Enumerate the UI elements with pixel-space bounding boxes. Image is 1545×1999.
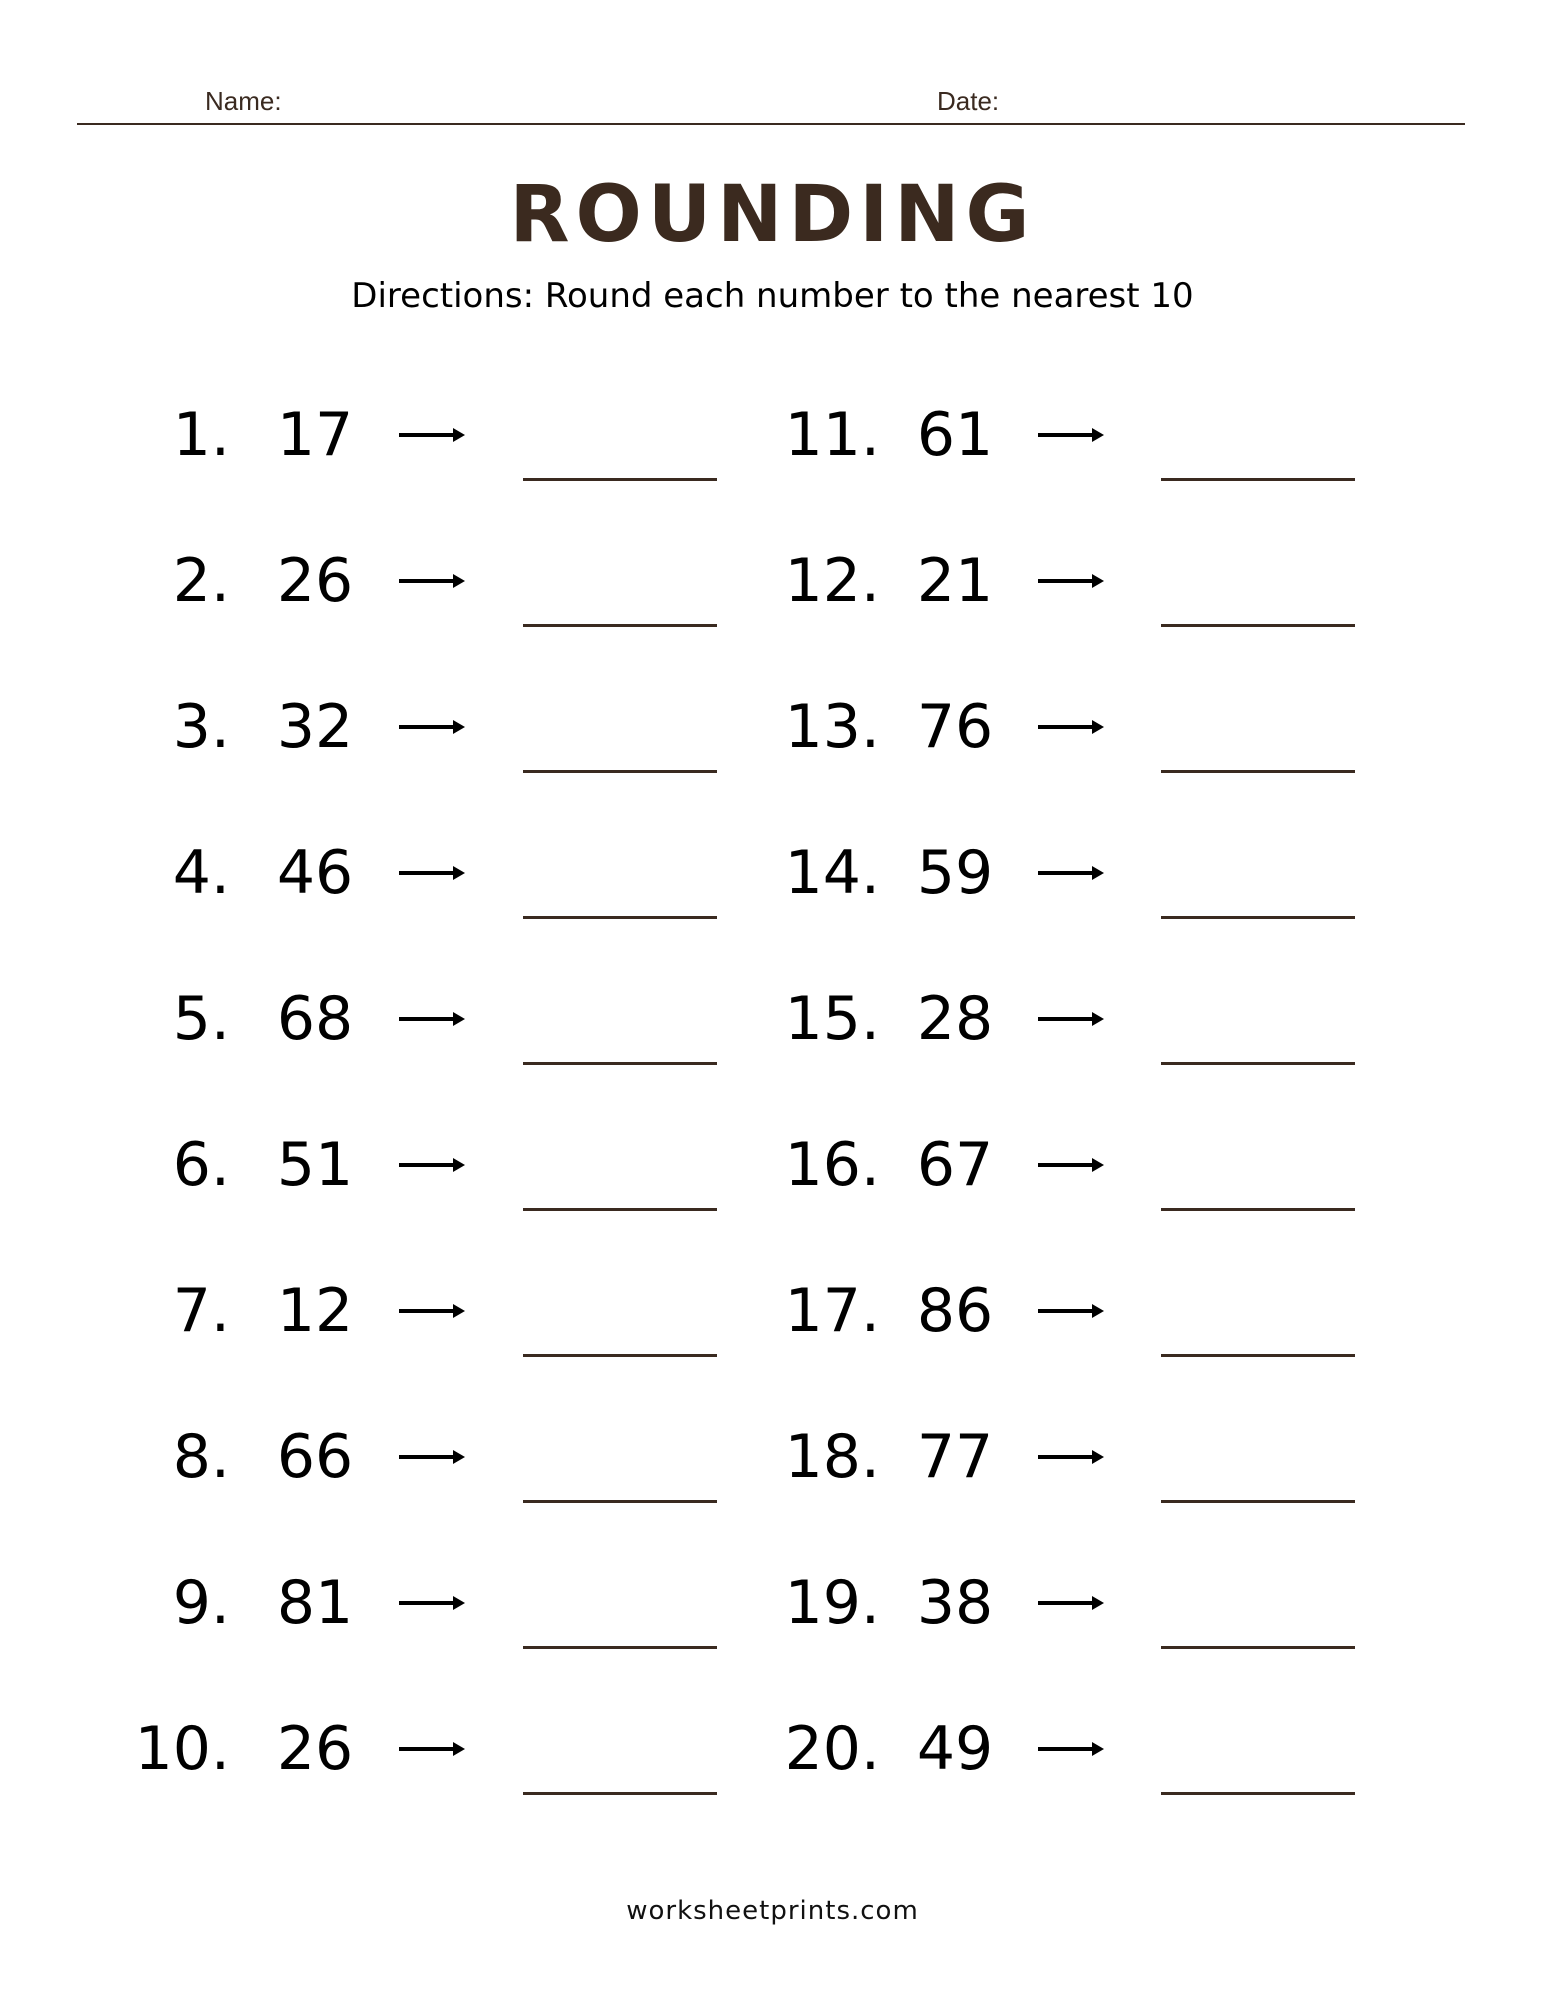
problem-number: 14. — [784, 838, 880, 908]
problem-number: 19. — [784, 1568, 880, 1638]
problem-number: 5. — [172, 984, 230, 1054]
arrow-right-icon — [1036, 1563, 1106, 1643]
arrow-right-icon — [1036, 1709, 1106, 1789]
problem-number: 12. — [784, 546, 880, 616]
problem-number: 3. — [172, 692, 230, 762]
answer-line[interactable] — [523, 478, 717, 481]
arrow-right-icon — [1036, 979, 1106, 1059]
arrow-right-icon — [1036, 1271, 1106, 1351]
answer-line[interactable] — [1161, 1500, 1355, 1503]
arrow-right-icon — [1036, 395, 1106, 475]
arrow-right-icon — [1036, 1417, 1106, 1497]
problem-item — [0, 979, 1545, 1059]
answer-line[interactable] — [523, 1208, 717, 1211]
problem-value: 81 — [276, 1568, 354, 1638]
problem-value: 38 — [916, 1568, 994, 1638]
answer-line[interactable] — [1161, 1208, 1355, 1211]
problem-value: 67 — [916, 1130, 994, 1200]
problem-value: 51 — [276, 1130, 354, 1200]
answer-line[interactable] — [1161, 478, 1355, 481]
problem-number: 15. — [784, 984, 880, 1054]
problem-item — [0, 1125, 1545, 1205]
arrow-right-icon — [1036, 833, 1106, 913]
problem-number: 4. — [172, 838, 230, 908]
problem-value: 17 — [276, 400, 354, 470]
problem-item — [0, 687, 1545, 767]
problem-value: 76 — [916, 692, 994, 762]
problem-number: 11. — [784, 400, 880, 470]
problem-number: 13. — [784, 692, 880, 762]
problem-value: 28 — [916, 984, 994, 1054]
date-label: Date: — [937, 86, 1000, 116]
problem-value: 46 — [276, 838, 354, 908]
problem-number: 16. — [784, 1130, 880, 1200]
answer-line[interactable] — [1161, 1062, 1355, 1065]
problem-value: 32 — [276, 692, 354, 762]
problem-number: 9. — [172, 1568, 230, 1638]
problem-value: 68 — [276, 984, 354, 1054]
answer-line[interactable] — [523, 916, 717, 919]
answer-line[interactable] — [1161, 624, 1355, 627]
answer-line[interactable] — [523, 1646, 717, 1649]
page-title: ROUNDING — [509, 170, 1036, 260]
problem-value: 12 — [276, 1276, 354, 1346]
name-label: Name: — [205, 86, 282, 116]
problem-item — [0, 1709, 1545, 1789]
answer-line[interactable] — [523, 1792, 717, 1795]
problem-value: 26 — [276, 1714, 354, 1784]
answer-line[interactable] — [1161, 1354, 1355, 1357]
problem-number: 18. — [784, 1422, 880, 1492]
directions-text: Directions: Round each number to the nearest 10 — [351, 276, 1194, 316]
answer-line[interactable] — [1161, 1646, 1355, 1649]
answer-line[interactable] — [523, 770, 717, 773]
answer-line[interactable] — [1161, 1792, 1355, 1795]
problem-number: 20. — [784, 1714, 880, 1784]
problem-item — [0, 1417, 1545, 1497]
problem-value: 77 — [916, 1422, 994, 1492]
problem-item — [0, 1563, 1545, 1643]
problem-number: 2. — [172, 546, 230, 616]
problem-number: 10. — [134, 1714, 230, 1784]
arrow-right-icon — [1036, 1125, 1106, 1205]
answer-line[interactable] — [523, 1062, 717, 1065]
problem-value: 61 — [916, 400, 994, 470]
problem-number: 1. — [172, 400, 230, 470]
problem-value: 86 — [916, 1276, 994, 1346]
answer-line[interactable] — [523, 624, 717, 627]
footer-website: worksheetprints.com — [626, 1896, 919, 1926]
problem-value: 59 — [916, 838, 994, 908]
problem-value: 66 — [276, 1422, 354, 1492]
problem-number: 6. — [172, 1130, 230, 1200]
answer-line[interactable] — [1161, 770, 1355, 773]
problem-value: 26 — [276, 546, 354, 616]
answer-line[interactable] — [523, 1500, 717, 1503]
problem-number: 8. — [172, 1422, 230, 1492]
problem-item — [0, 395, 1545, 475]
problem-item — [0, 833, 1545, 913]
problem-number: 17. — [784, 1276, 880, 1346]
problem-number: 7. — [172, 1276, 230, 1346]
problem-value: 21 — [916, 546, 994, 616]
answer-line[interactable] — [523, 1354, 717, 1357]
problem-item — [0, 541, 1545, 621]
problem-item — [0, 1271, 1545, 1351]
arrow-right-icon — [1036, 687, 1106, 767]
arrow-right-icon — [1036, 541, 1106, 621]
problem-value: 49 — [916, 1714, 994, 1784]
answer-line[interactable] — [1161, 916, 1355, 919]
